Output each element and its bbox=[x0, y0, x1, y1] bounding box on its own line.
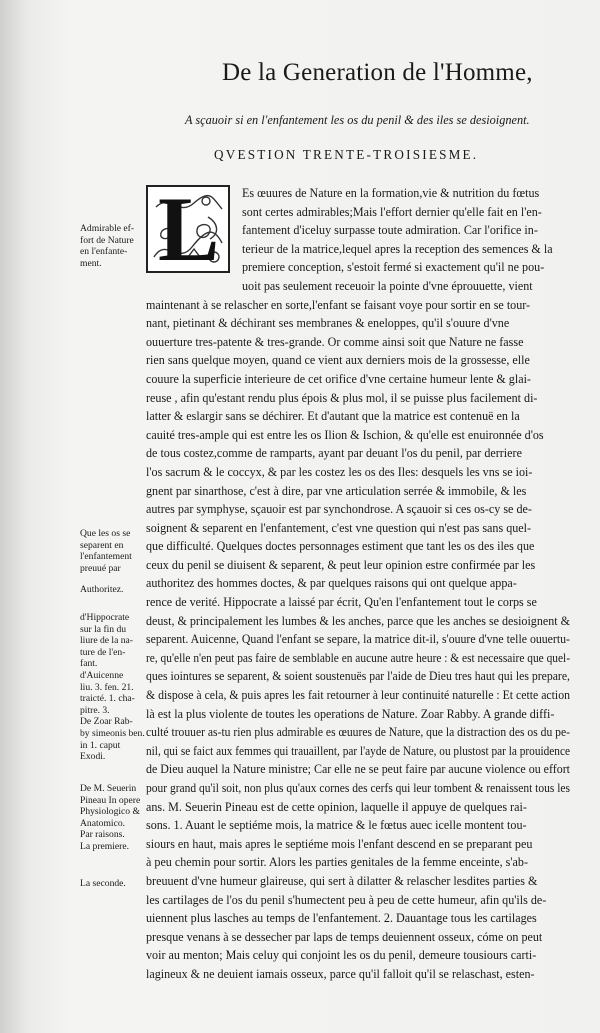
text-line: de tous costez,comme de ramparts, ayant par deuant l'os du penil, par derriere bbox=[146, 446, 522, 461]
text-line: ceux du penil se diuisent & separent, & peut leur opinion estre confirmée par les bbox=[146, 557, 536, 572]
text-line: breuuent d'vne humeur glaireuse, qui sert à dilatter & relascher lesdites parties & bbox=[146, 873, 538, 888]
text-line: là est la plus violente de toutes les operations de Nature. Zoar Rabby. A grande diffi- bbox=[146, 706, 555, 721]
text-line: separent. Auicenne, Quand l'enfant se separe, la matrice dit-il, s'ouure d'vne telle ouuertu- bbox=[146, 632, 570, 647]
margin-note-line: Admirable ef- bbox=[80, 223, 135, 234]
text-line: uiennent plus lasches au temps de l'enfantement. 2. Dauantage tous les cartilages bbox=[146, 911, 537, 926]
body-text bbox=[146, 178, 570, 984]
margin-note bbox=[80, 612, 146, 763]
margin-note-line: ment. bbox=[80, 257, 102, 269]
margin-note bbox=[80, 584, 146, 596]
text-line: cauité tres-ample qui est entre les os Ilion & Ischion, & qu'elle est enuironnée d'os bbox=[146, 427, 544, 442]
text-line: les cartilages de l'os du penil s'humectent peu à peu de cette humeur, afin qu'ils de- bbox=[146, 892, 547, 907]
question-heading: QVESTION TRENTE-TROISIESME. bbox=[214, 147, 479, 162]
text-line: de Dieu auquel la Nature ministre; Car elle ne se peut faire par aucune violence ou effort bbox=[146, 762, 570, 777]
margin-note-line: separent en bbox=[80, 539, 124, 551]
text-line: authoritez des hommes doctes, & par quelques raisons qui ont quelque appa- bbox=[146, 576, 517, 591]
text-line: terieur de la matrice,lequel apres la reception des semences & la bbox=[242, 241, 553, 256]
ornamental-drop-cap bbox=[146, 178, 230, 280]
text-line: sons. 1. Auant le septiéme mois, la matrice & le fœtus auec icelle montent tou- bbox=[146, 818, 527, 833]
text-line: rence de verité. Hippocrate a laissé par écrit, Qu'en l'enfantement tout le corps se bbox=[146, 595, 537, 610]
text-line: nil, qui se faict aux femmes qui trauaillent, par l'ayde de Nature, ou plustost par la prouidence bbox=[146, 743, 570, 758]
text-line: maintenant à se relascher en sorte,l'enfant se faisant voye pour sortir en se tour- bbox=[146, 297, 531, 312]
text-line: pour grand qu'il soit, non plus qu'aux cornes des cerfs qui leur tombent & renaissent tous les bbox=[146, 781, 570, 795]
chapter-subtitle: A sçauoir si en l'enfantement les os du penil & des iles se desioignent. bbox=[185, 113, 530, 127]
text-line: & dispose à cela, & puis apres les fait retourner à leur continuité naturelle : Et cette action bbox=[146, 688, 570, 703]
margin-note-line: liu. 3. fen. 21. bbox=[80, 681, 134, 693]
text-line: rien sans quelque moyen, quand ce vient aux derniers mois de la grossesse, elle bbox=[146, 353, 530, 368]
margin-note-line: fant. bbox=[80, 658, 98, 670]
margin-note-line: ture de l'en- bbox=[80, 646, 126, 658]
margin-note bbox=[80, 528, 146, 574]
text-line: ans. M. Seuerin Pineau est de cette opinion, laquelle il appuye de quelques rai- bbox=[146, 799, 527, 814]
margin-note-line: d'Hippocrate bbox=[80, 612, 130, 623]
margin-note-line: sur la fin du bbox=[80, 623, 127, 635]
text-line: autres par symphyse, sçauoir est par synchondrose. A sçauoir si ces os-cy se de- bbox=[146, 502, 532, 517]
text-line: deust, & principalement les lumbes & les anches, parce que les anches se desioignent & bbox=[146, 613, 570, 628]
text-line: siours en haut, mais apres le septiéme mois l'enfant descend en se preparant peu bbox=[146, 836, 533, 851]
margin-note-line: traicté. 1. cha- bbox=[80, 693, 135, 705]
text-line: l'os sacrum & le coccyx, & par les costez les os des Iles: desquels les vns se ioi- bbox=[146, 464, 533, 479]
margin-note bbox=[80, 878, 146, 890]
text-line: couure la superficie interieure de cet orifice d'vne certaine humeur lente & glai- bbox=[146, 371, 531, 386]
margin-note-line: fort de Nature bbox=[80, 234, 134, 246]
text-line: latter & eslargir sans se déchirer. Et d'autant que la matrice est contenuë en la bbox=[146, 409, 520, 424]
margin-note-line: Physiologico & bbox=[80, 806, 140, 818]
margin-note-line: La seconde. bbox=[80, 878, 126, 889]
margin-note-line: Par raisons. bbox=[80, 829, 125, 841]
text-line: sont certes admirables;Mais l'effort dernier qu'elle fait en l'en- bbox=[242, 204, 542, 219]
text-line: nant, pietinant & déchirant ses membranes & eneloppes, qu'il s'ouure d'vne bbox=[146, 316, 510, 331]
text-line: presque venans à se dessecher par laps de temps deuiennent osseux, cóme on peut bbox=[146, 929, 543, 944]
margin-note-line: La premiere. bbox=[80, 840, 130, 852]
page-title: De la Generation de l'Homme, bbox=[222, 59, 533, 86]
text-line: ques iointures se separent, & soient soustenuës par l'aide de Dieu tres haut qui les prepare, bbox=[146, 669, 570, 684]
margin-note-line: pitre. 3. bbox=[80, 704, 110, 716]
text-line: Es œuures de Nature en la formation,vie & nutrition du fœtus bbox=[242, 186, 540, 200]
margin-note-line: Anatomico. bbox=[80, 817, 126, 829]
margin-note-line: De M. Seuerin bbox=[80, 783, 137, 794]
margin-note-line: in 1. caput bbox=[80, 739, 121, 751]
margin-note-line: liure de la na- bbox=[80, 635, 134, 647]
text-line: gnent par sinarthose, c'est à dire, par vne articulation serrée & immobile, & les bbox=[146, 483, 527, 498]
margin-note-line: d'Auicenne bbox=[80, 669, 124, 681]
margin-note-line: by simeonis ben. bbox=[80, 727, 145, 739]
margin-note bbox=[80, 783, 146, 853]
margin-note-line: Authoritez. bbox=[80, 584, 124, 595]
margin-note-line: l'enfantement bbox=[80, 551, 132, 563]
text-line: ouuerture tres-patente & tres-grande. Or comme ainsi soit que Nature ne fasse bbox=[146, 334, 524, 349]
margin-note-line: en l'enfante- bbox=[80, 246, 128, 258]
margin-note-line: Pineau In opere bbox=[80, 794, 141, 806]
text-line: soignent & separent en l'enfantement, c'est vne question qui n'est pas sans quel- bbox=[146, 520, 532, 535]
text-line: lagineux & ne deuient iamais osseux, parce qu'il falloit qu'il se relaschast, esten- bbox=[146, 966, 535, 981]
margin-note-line: Que les os se bbox=[80, 528, 131, 539]
text-line: re, qu'elle n'en peut pas faire de semblable en aucune autre heure : & est necessaire que quel- bbox=[146, 650, 570, 665]
text-line: culté trouuer as-tu rien plus admirable es œuures de Nature, que la distraction des os du pe- bbox=[146, 725, 570, 740]
margin-note-line: De Zoar Rab- bbox=[80, 716, 133, 728]
text-line: fantement d'iceluy surpasse toute admiration. Car l'orifice in- bbox=[242, 223, 538, 238]
margin-note-line: preuué par bbox=[80, 562, 121, 574]
margin-note bbox=[80, 223, 146, 269]
text-line: à peu chemin pour sortir. Alors les parties genitales de la femme enceinte, s'ab- bbox=[146, 855, 528, 870]
text-line: premiere conception, s'estoit fermé si exactement qu'il ne pou- bbox=[242, 260, 545, 275]
drop-cap-letter: L bbox=[158, 178, 220, 280]
text-line: que difficulté. Quelques doctes personnages estiment que tant les os des iles que bbox=[146, 539, 535, 554]
text-line: voir au menton; Mais celuy qui conjoint les os du penil, demeure tousiours carti- bbox=[146, 948, 537, 963]
text-line: reuse , afin qu'estant rendu plus épois & plus mol, il se puisse plus facilement di- bbox=[146, 390, 538, 405]
text-line: uoit pas seulement receuoir la pointe d'vne éprouuette, vient bbox=[242, 278, 533, 293]
margin-note-line: Exodi. bbox=[80, 751, 106, 763]
